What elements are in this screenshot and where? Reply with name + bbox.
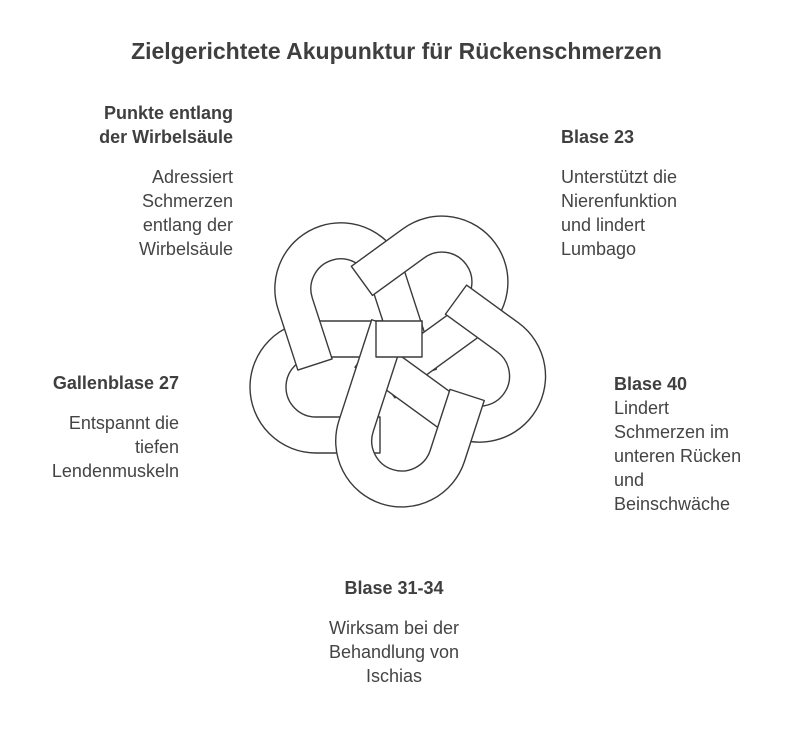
node-blase3134-title: Blase 31-34 [344, 578, 444, 598]
knot-weave-overlap [376, 321, 422, 357]
node-blase40-title: Blase 40 [614, 374, 688, 394]
node-blase40 [614, 372, 741, 516]
node-gallenblase27-title: Gallenblase 27 [52, 373, 179, 393]
node-gallenblase27-description: Entspannt die tiefen Lendenmuskeln [51, 413, 179, 481]
node-wirbelsaeule [99, 101, 233, 261]
node-blase3134-description: Wirksam bei der Behandlung von Ischias [328, 618, 460, 686]
node-gallenblase27 [52, 371, 179, 483]
node-blase23-description: Unterstützt die Nierenfunktion und lindert Lumbago [561, 167, 678, 259]
node-wirbelsaeule-description: Adressiert Schmerzen entlang der Wirbelsäule [138, 167, 233, 259]
knot-band-blase40 [317, 190, 534, 398]
node-blase23 [561, 125, 677, 261]
page-title: Zielgerichtete Akupunktur für Rückenschmerzen [131, 38, 662, 64]
node-blase23-title: Blase 23 [561, 127, 635, 147]
node-wirbelsaeule-title: Punkte entlang der Wirbelsäule [99, 103, 233, 147]
node-blase40-description: Lindert Schmerzen im unteren Rücken und Beinschwäche [614, 398, 742, 514]
node-blase3134 [294, 576, 494, 688]
